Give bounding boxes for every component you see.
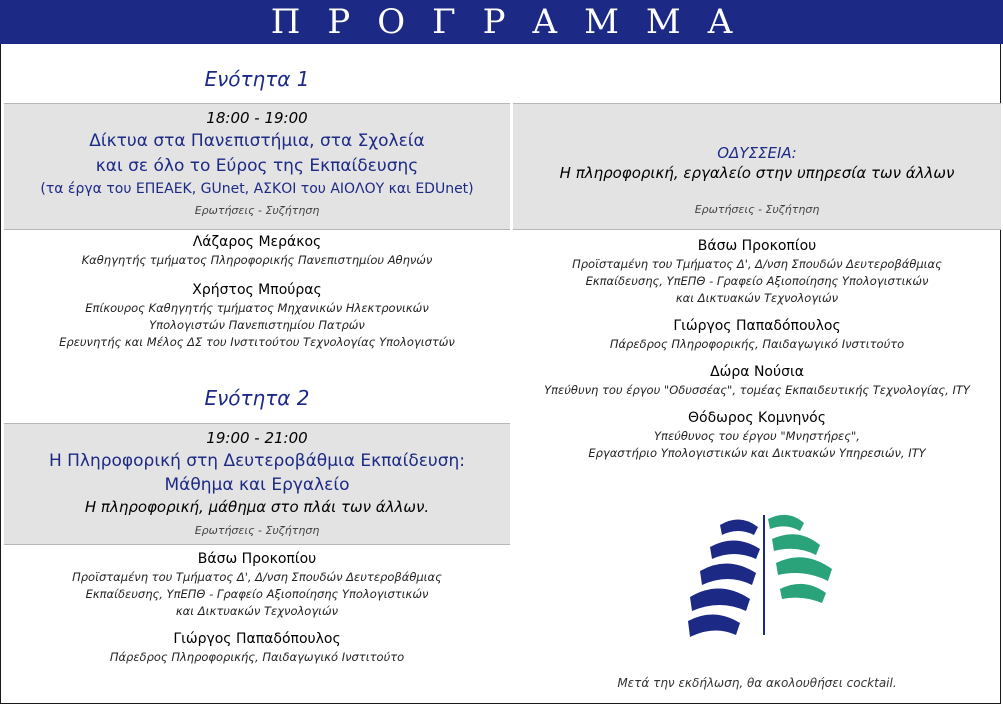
odyssey-title: ΟΔΥΣΣΕΙΑ: <box>717 144 797 162</box>
speaker-list-3 <box>513 238 1001 462</box>
speaker-role: Πάρεδρος Πληροφορικής, Παιδαγωγικό Ινστιτούτο <box>609 337 905 351</box>
speaker-list-1 <box>4 234 510 351</box>
speaker-role: Ερευνητής και Μέλος ΔΣ του Ινστιτούτου Τεχνολογίας Υπολογιστών <box>59 335 455 349</box>
session-2-title-line1: Η Πληροφορική στη Δευτεροβάθμια Εκπαίδευση: <box>48 451 466 471</box>
session-2-qa: Ερωτήσεις - Συζήτηση <box>194 524 320 537</box>
speaker-name: Γιώργος Παπαδόπουλος <box>173 631 341 647</box>
session-1-subtitle: (τα έργα του ΕΠΕΑΕΚ, GUnet, ΑΣΚΟΙ του ΑΙΟΛΟΥ και EDUnet) <box>40 181 474 197</box>
section-1-heading: Ενότητα 1 <box>204 67 310 91</box>
speaker-role: Υπολογιστών Πανεπιστημίου Πατρών <box>149 318 365 332</box>
speaker-role: Εκπαίδευσης, ΥπΕΠΘ - Γραφείο Αξιοποίησης Υπολογιστικών <box>585 274 929 288</box>
session-2-box <box>4 423 510 545</box>
sailing-ship-icon <box>680 505 840 645</box>
speaker-role: Υπεύθυνος του έργου "Μνηστήρες", <box>654 429 860 443</box>
section-2-heading: Ενότητα 2 <box>204 386 310 410</box>
speaker-name: Θόδωρος Κομνηνός <box>688 410 826 426</box>
speaker-name: Δώρα Νούσια <box>710 364 804 380</box>
session-1-title-line2: και σε όλο το Εύρος της Εκπαίδευσης <box>95 156 419 176</box>
speaker-role: και Δικτυακών Τεχνολογιών <box>175 604 339 618</box>
session-1-title-line1: Δίκτυα στα Πανεπιστήμια, στα Σχολεία <box>89 131 425 151</box>
speaker-role: και Δικτυακών Τεχνολογιών <box>675 291 839 305</box>
odyssey-qa: Ερωτήσεις - Συζήτηση <box>694 203 820 216</box>
speaker-role: Επίκουρος Καθηγητής τμήματος Μηχανικών Ηλεκτρονικών <box>85 301 429 315</box>
speaker-name: Χρήστος Μπούρας <box>192 282 322 298</box>
speaker-name: Βάσω Προκοπίου <box>697 238 817 254</box>
speaker-role: Πάρεδρος Πληροφορικής, Παιδαγωγικό Ινστιτούτο <box>109 650 405 664</box>
speaker-role: Προϊσταμένη του Τμήματος Δ', Δ/νση Σπουδών Δευτεροβάθμιας <box>572 257 942 271</box>
odyssey-subtitle: Η πληροφορική, εργαλείο στην υπηρεσία των άλλων <box>559 164 955 182</box>
speaker-role: Προϊσταμένη του Τμήματος Δ', Δ/νση Σπουδών Δευτεροβάθμιας <box>72 570 442 584</box>
speaker-list-2 <box>4 551 510 666</box>
session-1-box <box>4 103 510 230</box>
closing-note: Μετά την εκδήλωση, θα ακολουθήσει cocktail. <box>617 676 897 690</box>
speaker-role: Εργαστήριο Υπολογιστικών και Δικτυακών Υπηρεσιών, ΙΤΥ <box>588 446 926 460</box>
session-2-time: 19:00 - 21:00 <box>206 429 308 447</box>
odyssey-box <box>513 103 1001 230</box>
speaker-name: Βάσω Προκοπίου <box>197 551 317 567</box>
speaker-role: Καθηγητής τμήματος Πληροφορικής Πανεπιστημίου Αθηνών <box>81 253 433 267</box>
page-title: ΠΡΟΓΡΑΜΜΑ <box>0 0 1003 44</box>
speaker-name: Λάζαρος Μεράκος <box>192 234 322 250</box>
session-2-title-line2: Μάθημα και Εργαλείο <box>164 475 350 495</box>
speaker-role: Εκπαίδευσης, ΥπΕΠΘ - Γραφείο Αξιοποίησης Υπολογιστικών <box>85 587 429 601</box>
session-1-qa: Ερωτήσεις - Συζήτηση <box>194 204 320 217</box>
session-2-subtitle: Η πληροφορική, μάθημα στο πλάι των άλλων. <box>84 498 430 516</box>
speaker-role: Υπεύθυνη του έργου "Οδυσσέας", τομέας Εκπαιδευτικής Τεχνολογίας, ΙΤΥ <box>544 383 970 397</box>
session-1-time: 18:00 - 19:00 <box>206 109 308 127</box>
speaker-name: Γιώργος Παπαδόπουλος <box>673 318 841 334</box>
